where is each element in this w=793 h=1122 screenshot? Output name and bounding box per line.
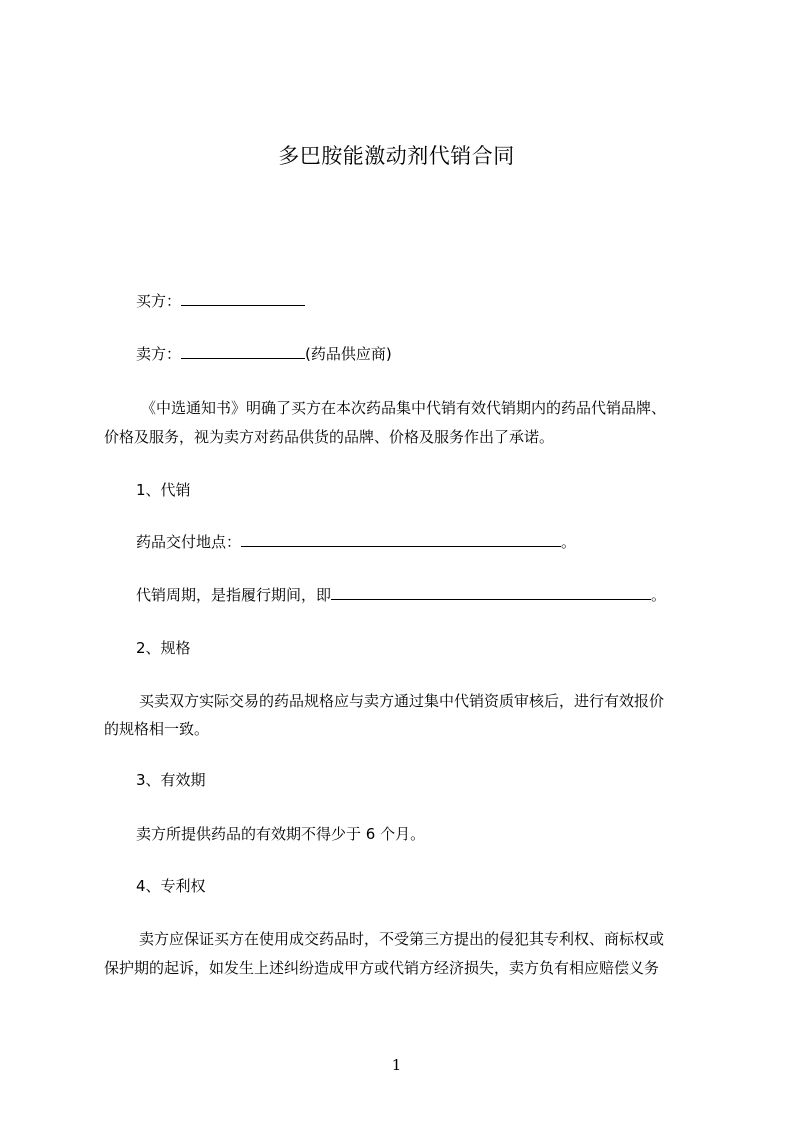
period-suffix: 。: [651, 586, 667, 604]
section-4-line-1: 卖方应保证买方在使用成交药品时，不受第三方提出的侵犯其专利权、商标权或: [139, 930, 665, 948]
section-3-heading: 3、有效期: [136, 771, 206, 789]
section-1-heading: 1、代销: [136, 481, 191, 499]
section-3-text: 卖方所提供药品的有效期不得少于 6 个月。: [136, 825, 426, 843]
period-label: 代销周期，是指履行期间，即: [136, 586, 332, 604]
delivery-suffix: 。: [561, 533, 577, 551]
intro-line-1: 《中选通知书》明确了买方在本次药品集中代销有效代销期内的药品代销品牌、: [141, 399, 667, 417]
buyer-label: 买方：: [136, 292, 182, 310]
delivery-label: 药品交付地点：: [136, 533, 242, 551]
page-number: 1: [391, 1056, 402, 1074]
buyer-line: [104, 291, 736, 311]
seller-suffix: (药品供应商): [305, 345, 392, 363]
period-line: [104, 585, 736, 605]
seller-label: 卖方：: [136, 345, 182, 363]
delivery-blank: [241, 532, 561, 547]
section-2-line-2: 的规格相一致。: [104, 720, 210, 738]
seller-line: [104, 344, 736, 364]
section-4-line-2: 保护期的起诉，如发生上述纠纷造成甲方或代销方经济损失，卖方负有相应赔偿义务: [104, 959, 660, 977]
buyer-blank: [181, 291, 305, 306]
seller-blank: [181, 344, 305, 359]
delivery-line: [104, 532, 736, 552]
section-2-heading: 2、规格: [136, 639, 191, 657]
document-title: 多巴胺能激动剂代销合同: [278, 144, 515, 168]
section-4-heading: 4、专利权: [136, 877, 206, 895]
period-blank: [331, 585, 651, 600]
section-2-line-1: 买卖双方实际交易的药品规格应与卖方通过集中代销资质审核后，进行有效报价: [139, 692, 665, 710]
intro-line-2: 价格及服务，视为卖方对药品供货的品牌、价格及服务作出了承诺。: [104, 428, 555, 446]
